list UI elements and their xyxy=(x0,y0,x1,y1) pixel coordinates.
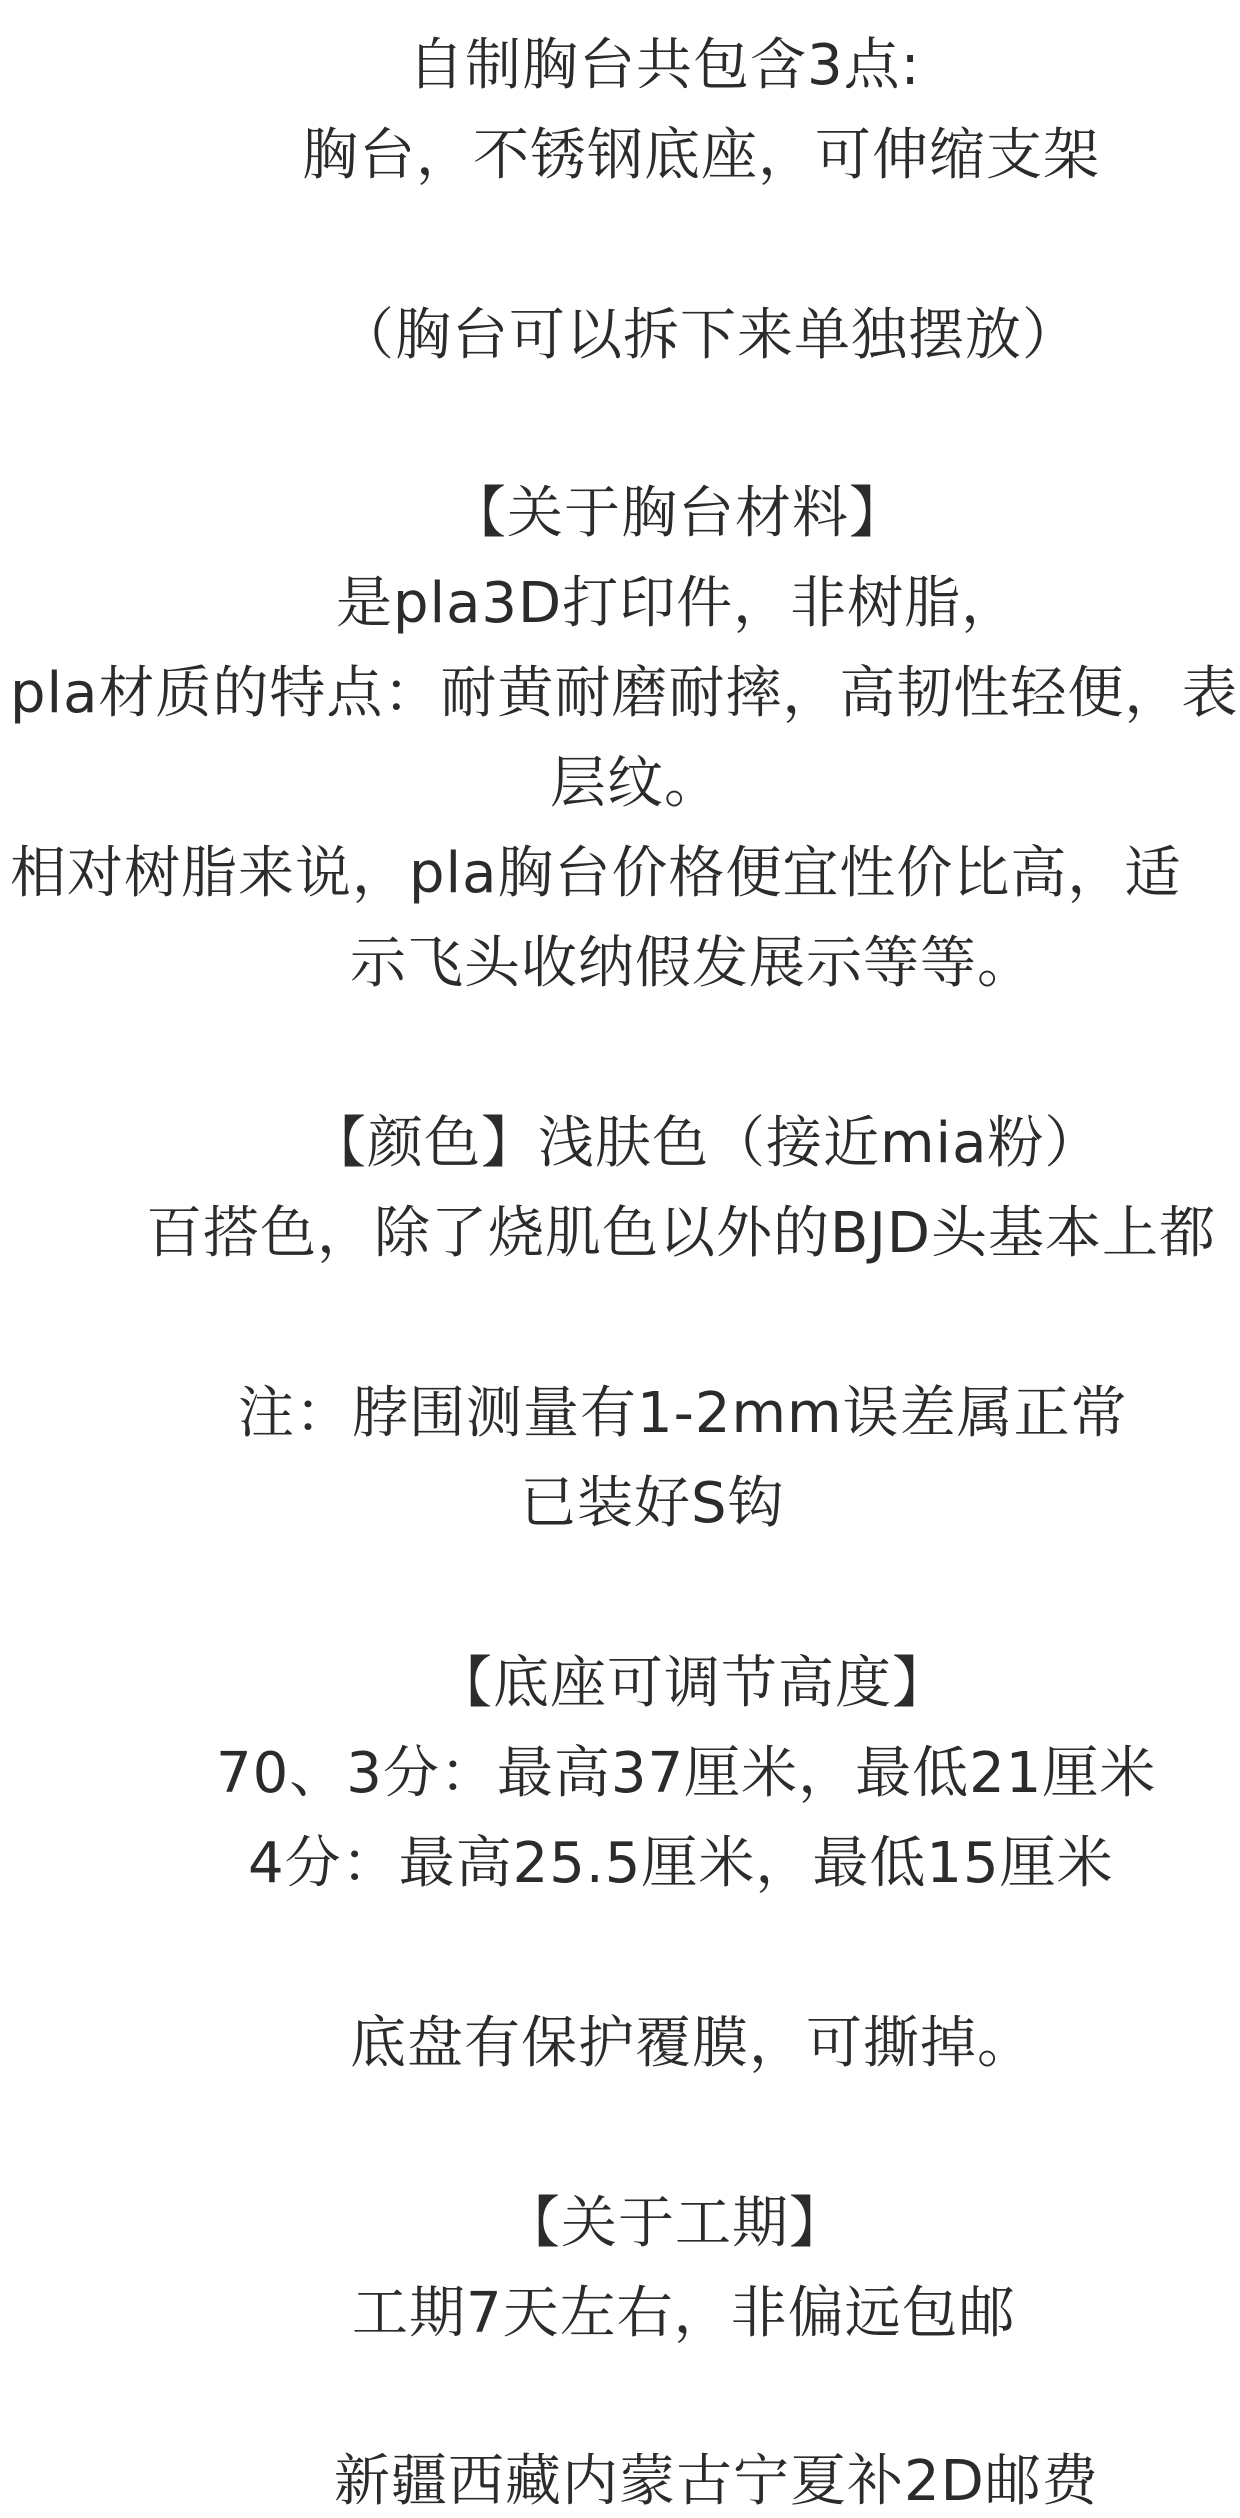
price-comparison: 相对树脂来说，pla胸台价格便宜性价比高，适 xyxy=(10,841,1182,906)
material-heading: 【关于胸台材料】 xyxy=(450,481,906,546)
intro-line: 自制胸台共包含3点: xyxy=(408,33,921,98)
color-compatibility: 百搭色，除了烧肌色以外的BJD头基本上都 xyxy=(146,1201,1217,1266)
height-70-3: 70、3分：最高37厘米，最低21厘米 xyxy=(216,1741,1157,1806)
material-features-end: 层纹。 xyxy=(550,751,721,816)
color-heading: 【颜色】浅肤色（接近mia粉） xyxy=(310,1111,1102,1176)
usage-line: 示飞头收纳假发展示等等。 xyxy=(350,931,1034,996)
neck-note: 注：脖围测量有1-2mm误差属正常 xyxy=(238,1381,1128,1446)
material-features: pla材质的特点：耐黄耐磨耐摔，高韧性轻便，表 xyxy=(10,661,1239,726)
components-line: 胸台，不锈钢底座，可伸缩支架 xyxy=(302,123,1100,188)
height-4: 4分：最高25.5厘米，最低15厘米 xyxy=(248,1831,1114,1896)
shipping-surcharge: 新疆西藏内蒙古宁夏补2D邮费 xyxy=(334,2449,1099,2514)
base-heading: 【底座可调节高度】 xyxy=(436,1651,949,1716)
hook-note: 已装好S钩 xyxy=(520,1471,785,1536)
detachable-note: （胸台可以拆下来单独摆放） xyxy=(338,303,1079,368)
lead-time-heading: 【关于工期】 xyxy=(504,2191,846,2256)
material-line: 是pla3D打印件，非树脂， xyxy=(336,571,1019,636)
lead-time-line: 工期7天左右，非偏远包邮 xyxy=(352,2281,1016,2346)
protective-film-note: 底盘有保护覆膜，可撕掉。 xyxy=(350,2011,1034,2076)
